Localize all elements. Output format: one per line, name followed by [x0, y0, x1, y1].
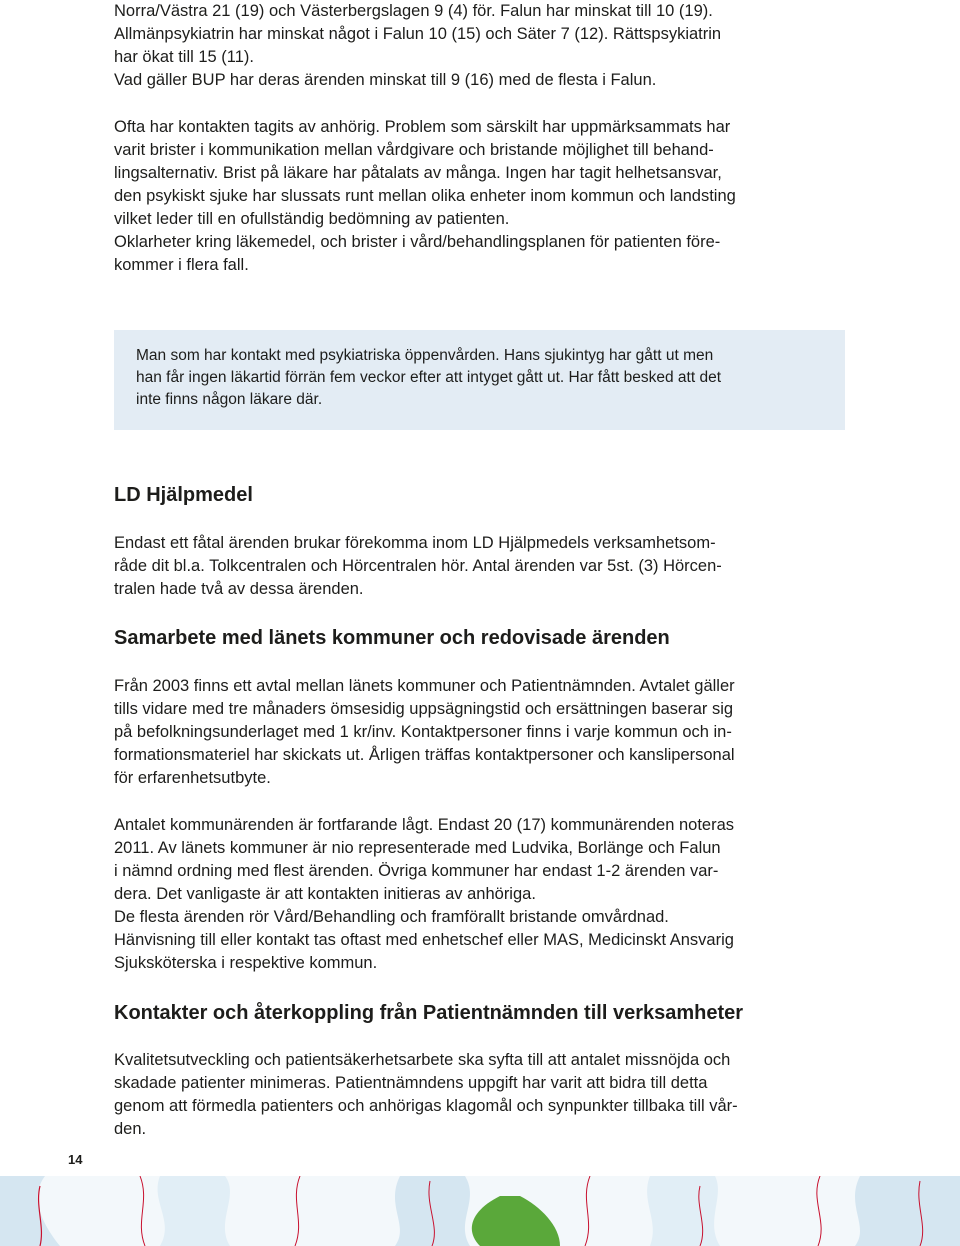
section-samarbete: [114, 625, 844, 651]
section-kontakter-body-wrap: [114, 1049, 844, 1141]
paragraph-problems: Ofta har kontakten tagits av anhörig. Problem som särskilt har uppmärksammats har varit brister i kommunikation mellan vårdgivare och bristande möjlighet till behand- lingsalternativ. Brist på läkare har påtalats av många. Ingen har tagit helhetsansvar, den psykiskt sjuke har slussats runt mellan olika enheter inom kommun och landsting vilket leder till en ofullständig bedömning av patienten. Oklarheter kring läkemedel, och brister i vård/behandlingsplanen för patienten före- kommer i flera fall.: [114, 118, 736, 274]
section-samarbete-para2-wrap: [114, 814, 844, 975]
section-samarbete-para1-wrap: [114, 675, 844, 790]
paragraph-regional-stats: Norra/Västra 21 (19) och Västerbergslagen 9 (4) för. Falun har minskat till 10 (19). Allmänpsykiatrin har minskat något i Falun 10 (15) och Säter 7 (12). Rättspsykiatrin har ökat till 15 (11). Vad gäller BUP har deras ärenden minskat till 9 (16) med de flesta i Falun.: [114, 2, 722, 89]
section-body-samarbete-2: Antalet kommunärenden är fortfarande lågt. Endast 20 (17) kommunärenden noteras 2011. Av länets kommuner är nio representerade med Ludvika, Borlänge och Falun i nämnd ordning med flest ärenden. Övriga kommuner har endast 1-2 ärenden var- dera. Det vanligaste är att kontakten initieras av anhöriga. De flesta ärenden rör Vård/Behandling och framförallt bristande omvårdnad. Hänvisning till eller kontakt tas oftast med enhetschef eller MAS, Medicinskt Ansvarig Sjuksköterska i respektive kommun.: [114, 816, 735, 972]
section-heading-ld: LD Hjälpmedel: [114, 484, 253, 506]
section-ld-body-wrap: [114, 532, 844, 601]
section-kontakter: [114, 1000, 844, 1026]
top-paragraph-2: [114, 116, 844, 277]
top-paragraph-1: [114, 0, 844, 92]
quote-box: [114, 330, 845, 430]
section-body-ld: Endast ett fåtal ärenden brukar förekomma inom LD Hjälpmedels verksamhetsom- råde dit bl.a. Tolkcentralen och Hörcentralen hör. Antal ärenden var 5st. (3) Hörcen- tralen hade två av dessa ärenden.: [114, 534, 722, 598]
section-heading-kontakter: Kontakter och återkoppling från Patientnämnden till verksamheter: [114, 1002, 744, 1024]
footer-decoration: [0, 1176, 960, 1246]
section-body-kontakter: Kvalitetsutveckling och patientsäkerhetsarbete ska syfta till att antalet missnöjda och skadade patienter minimeras. Patientnämndens uppgift har varit att bidra till detta genom att förmedla patienters och anhörigas klagomål och synpunkter tillbaka till vår- den.: [114, 1051, 738, 1138]
decorative-footer: [0, 1176, 960, 1246]
quote-text: Man som har kontakt med psykiatriska öppenvården. Hans sjukintyg har gått ut men han får ingen läkartid förrän fem veckor efter att intyget gått ut. Har fått besked att det inte finns någon läkare där.: [136, 347, 722, 408]
page-number: 14: [68, 1152, 83, 1167]
section-heading-samarbete: Samarbete med länets kommuner och redovisade ärenden: [114, 627, 670, 649]
section-body-samarbete-1: Från 2003 finns ett avtal mellan länets kommuner och Patientnämnden. Avtalet gäller tills vidare med tre månaders ömsesidig uppsägningstid och ersättningen baserar sig på befolkningsunderlaget med 1 kr/inv. Kontaktpersoner finns i varje kommun och in- formationsmateriel har skickats ut. Årligen träffas kontaktpersoner och kanslipersonal för erfarenhetsutbyte.: [114, 677, 735, 787]
section-ld-hjalpmedel: [114, 482, 844, 508]
